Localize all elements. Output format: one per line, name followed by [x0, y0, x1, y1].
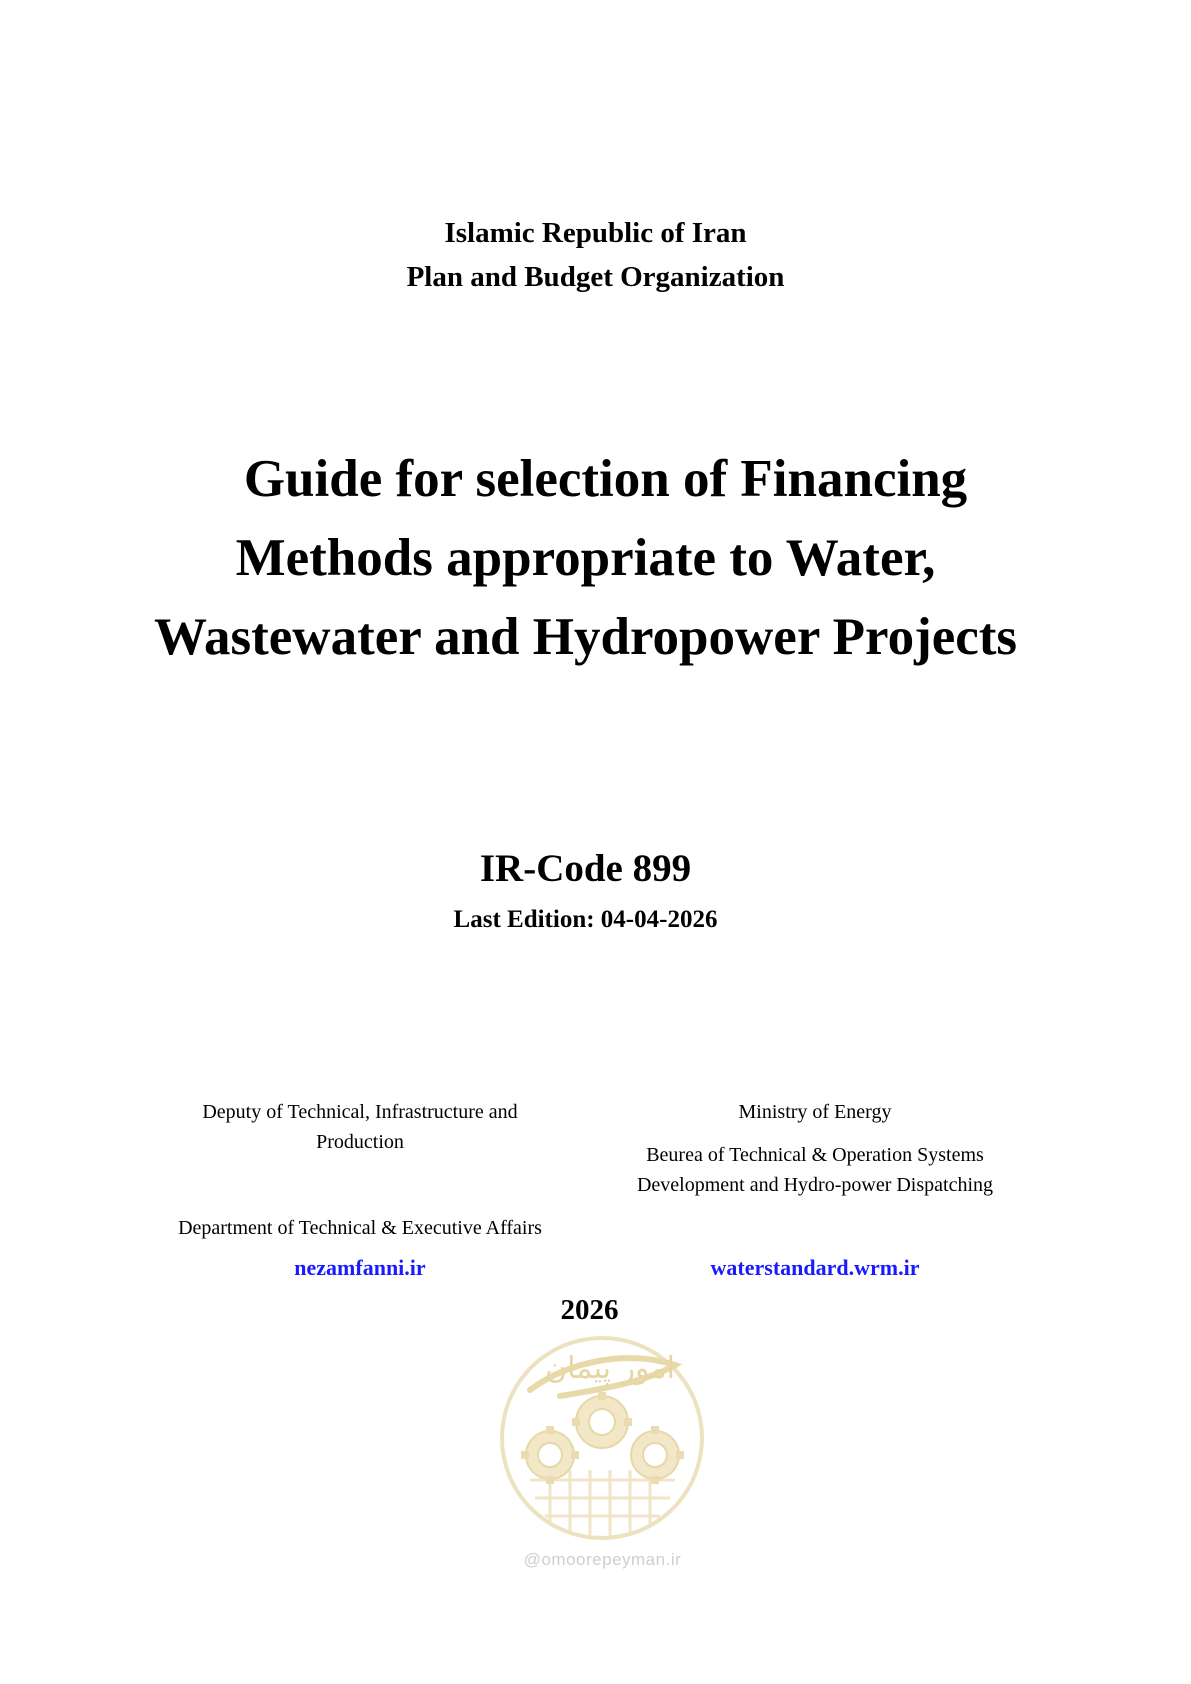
- bureau-line-2: Development and Hydro-power Dispatching: [636, 1174, 993, 1196]
- document-title-line-2: Methods appropriate to Water,: [235, 529, 936, 587]
- document-title-line-1: Guide for selection of Financing: [243, 450, 968, 508]
- deputy-name: [150, 1097, 570, 1157]
- organization-name: Plan and Budget Organization: [406, 261, 785, 293]
- waterstandard-link[interactable]: waterstandard.wrm.ir: [710, 1255, 920, 1280]
- nezamfanni-link[interactable]: nezamfanni.ir: [294, 1255, 426, 1280]
- deputy-line-2: Production: [316, 1131, 404, 1153]
- department-name: Department of Technical & Executive Affairs: [178, 1217, 542, 1239]
- document-title-line-3: Wastewater and Hydropower Projects: [153, 608, 1018, 666]
- watermark-logo: [490, 1330, 715, 1580]
- watermark-site: @omoorepeyman.ir: [523, 1550, 682, 1569]
- gear-seal-logo-icon: [490, 1330, 715, 1545]
- bureau-name: [600, 1140, 1030, 1200]
- watermark-script: امور پیمان: [545, 1351, 675, 1386]
- bureau-line-1: Beurea of Technical & Operation Systems: [646, 1144, 984, 1166]
- last-edition: Last Edition: 04-04-2026: [453, 906, 718, 933]
- deputy-line-1: Deputy of Technical, Infrastructure and: [202, 1101, 518, 1123]
- ir-code: IR-Code 899: [479, 847, 692, 890]
- country-name: Islamic Republic of Iran: [444, 217, 747, 249]
- publication-year: 2026: [560, 1294, 619, 1326]
- ministry-name: Ministry of Energy: [738, 1101, 892, 1123]
